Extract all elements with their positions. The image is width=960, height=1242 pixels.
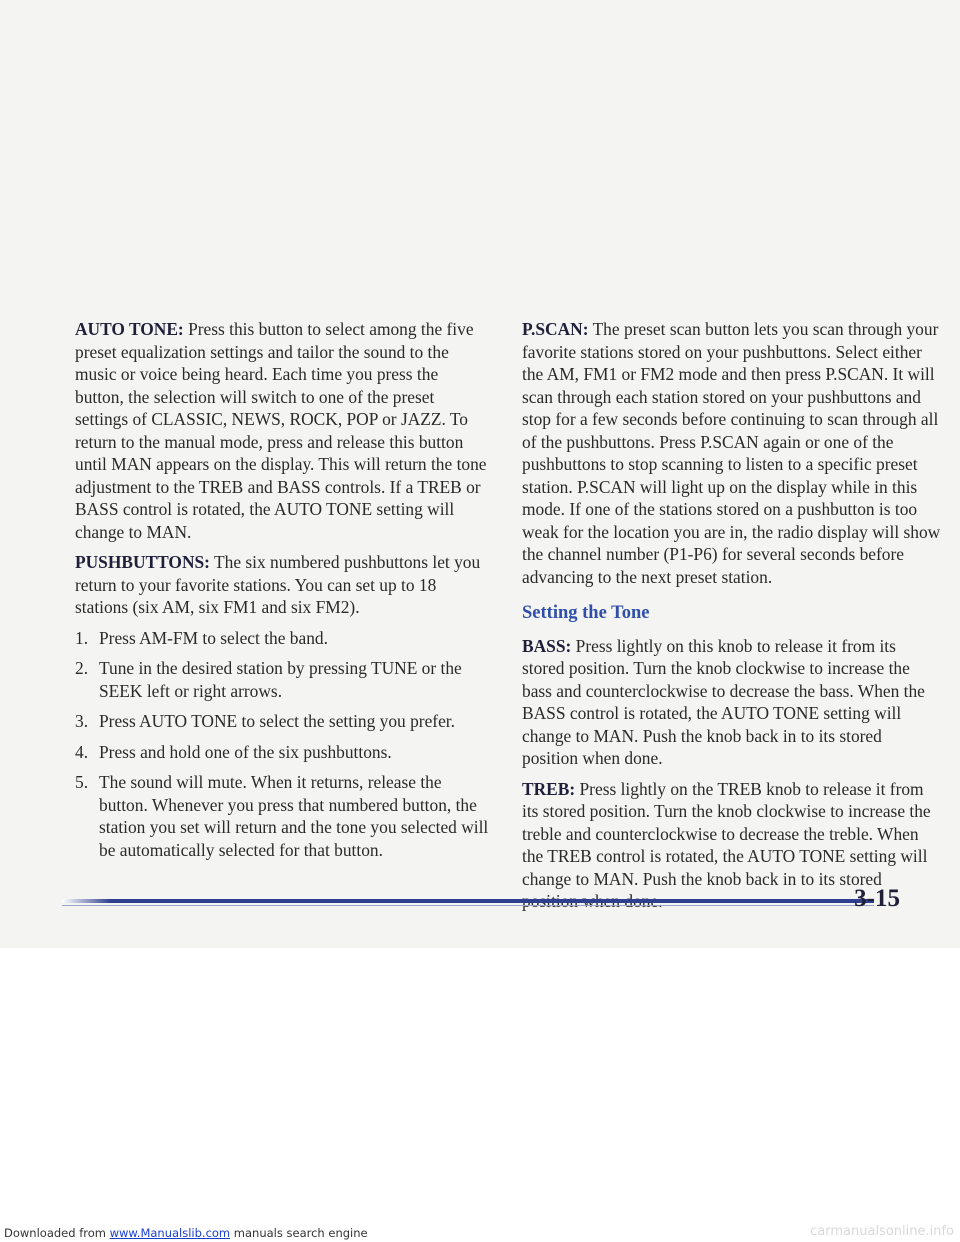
pscan-term: P.SCAN: [522, 319, 589, 339]
step-number: 1. [75, 627, 89, 648]
pushbuttons-paragraph [75, 551, 490, 619]
list-item [75, 741, 490, 764]
bass-term: BASS: [522, 635, 572, 656]
pscan-paragraph [522, 318, 942, 588]
auto-tone-text: Press this button to select among the five preset equalization settings and tailor the sound to the music or voice being heard. Each time you press the button, the selection will switch to one of the preset settings of CLASSIC, NEWS, ROCK, POP or JAZZ. To return to the manual mode, press and release this button until MAN appears on the display. This will return the tone adjustment to the TREB and BASS controls. If a TREB or BASS control is rotated, the AUTO TONE setting will change to MAN. [75, 319, 487, 542]
step-text: Press AM-FM to select the band. [99, 627, 328, 648]
steps-list [75, 627, 490, 862]
list-item [75, 771, 490, 861]
footer-suffix: manuals search engine [233, 1226, 368, 1240]
step-text: The sound will mute. When it returns, release the button. Whenever you press that numbered button, the station you set will return and the tone you selected will be automatically selected for that button. [99, 772, 489, 860]
step-number: 4. [75, 741, 89, 762]
download-footer [4, 1226, 368, 1240]
footer-rule [62, 899, 874, 903]
list-item [75, 627, 490, 650]
right-column [522, 318, 942, 921]
bass-paragraph [522, 635, 942, 770]
list-item [75, 657, 490, 702]
watermark: carmanualsonline.info [810, 1224, 954, 1239]
section-heading: Setting the Tone [522, 603, 650, 623]
step-text: Tune in the desired station by pressing TUNE or the SEEK left or right arrows. [99, 658, 462, 701]
bass-text: Press lightly on this knob to release it from its stored position. Turn the knob clockwise to increase the bass and counterclockwise to decrease the bass. When the BASS control is rotated, the AUTO TONE setting will change to MAN. Push the knob back in to its stored position when done. [522, 635, 925, 768]
step-text: Press AUTO TONE to select the setting you prefer. [99, 711, 455, 731]
treb-term: TREB: [522, 778, 576, 799]
step-number: 5. [75, 772, 89, 792]
auto-tone-term: AUTO TONE: [75, 319, 184, 339]
pushbuttons-text: The six numbered pushbuttons let you return to your favorite stations. You can set up to 18 stations (six AM, six FM1 and six FM2). [75, 552, 481, 617]
step-number: 3. [75, 711, 89, 731]
treb-text: Press lightly on the TREB knob to release it from its stored position. Turn the knob clockwise to increase the treble and counterclockwise to decrease the treble. When the TREB control is rotated, the AUTO TONE setting will change to MAN. Push the knob back in to its stored [522, 778, 931, 889]
pscan-text: The preset scan button lets you scan through your favorite stations stored on your pushbuttons. Select either the AM, FM1 or FM2 mode and then press P.SCAN. It will scan through each station stored on your pushbuttons and stop for a few seconds before continuing to scan through all of the pushbuttons. Press P.SCAN again or one of the pushbuttons to stop scanning to listen to a specific preset station. P.SCAN will light up on the display while in this mode. If one of the stations stored on a pushbutton is too weak for the location you are in, the radio display will show the channel number (P1-P6) for several seconds before advancing to the next preset station. [522, 319, 941, 587]
footer-rule-thin [62, 905, 874, 906]
page-number: 3-15 [854, 885, 900, 912]
left-column [75, 318, 490, 869]
manualslib-link[interactable]: www.Manualslib.com [109, 1226, 231, 1240]
pushbuttons-term: PUSHBUTTONS: [75, 552, 210, 572]
step-text: Press and hold one of the six pushbuttons. [99, 741, 392, 762]
footer-prefix: Downloaded from [4, 1226, 106, 1240]
auto-tone-paragraph [75, 318, 490, 543]
step-number: 2. [75, 658, 89, 678]
list-item [75, 710, 490, 733]
